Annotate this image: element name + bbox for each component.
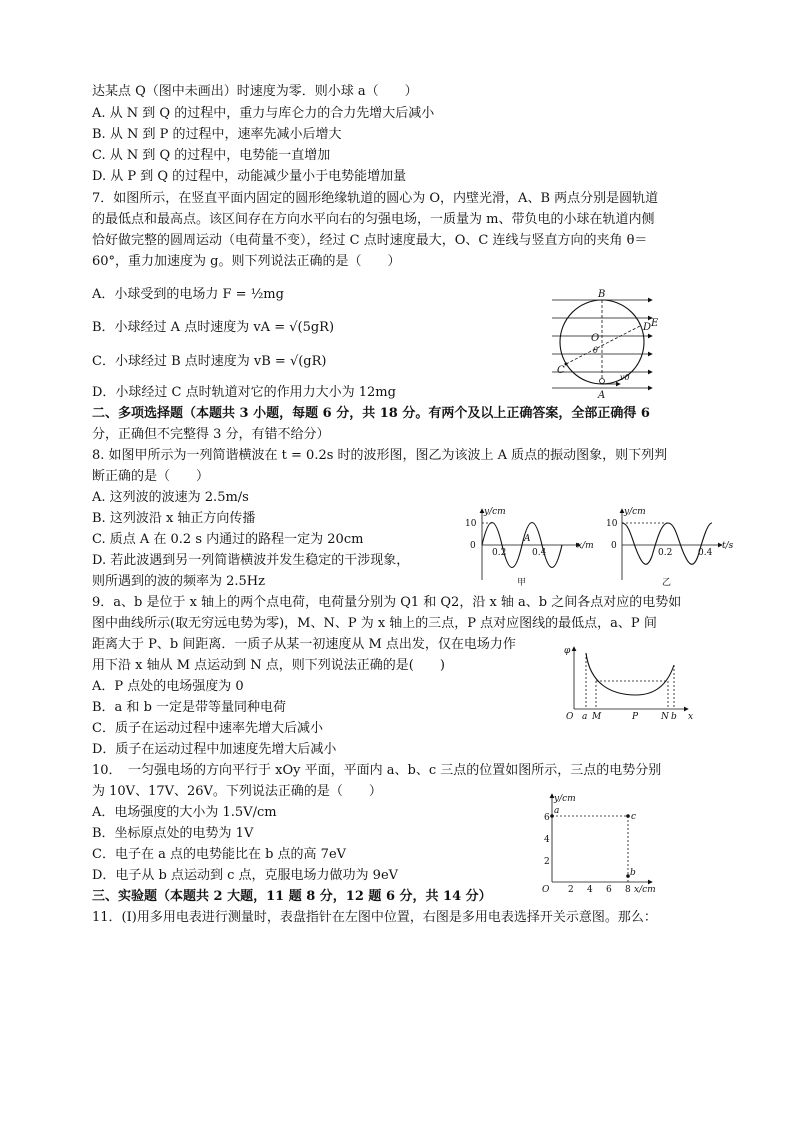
y-label: y/cm (484, 507, 506, 517)
label-p: P (632, 712, 639, 722)
text-line: 断正确的是（ ） (92, 469, 210, 484)
text-line: C．电子在 a 点的电势能比在 b 点的高 7eV (92, 847, 347, 862)
caption-jia: 甲 (517, 578, 527, 587)
zero-label: 0 (611, 541, 617, 551)
text-line: 恰好做完整的圆周运动（电荷量不变），经过 C 点时速度最大，O、C 连线与竖直方向的夹角 θ＝ (92, 233, 648, 248)
text-line: B. 这列波沿 x 轴正方向传播 (92, 511, 256, 526)
label-a: a (554, 806, 560, 816)
text-line: A. 从 N 到 Q 的过程中，重力与库仑力的合力先增大后减小 (92, 106, 435, 121)
text-line: 达某点 Q（图中未画出）时速度为零．则小球 a（ ） (92, 84, 418, 99)
text-line: C．小球经过 B 点时速度为 vB = √(gR) (92, 354, 327, 369)
figure-circular-track (548, 288, 660, 400)
tick-label: 0.2 (658, 548, 673, 558)
text-line: 图中曲线所示(取无穷远电势为零)，M、N、P 为 x 轴上的三点，P 点对应图线的最低点，a、P 间 (92, 616, 657, 631)
text-line: C. 从 N 到 Q 的过程中，电势能一直增加 (92, 148, 331, 163)
ytick: 6 (544, 813, 550, 823)
text-line: D．电子从 b 点运动到 c 点，克服电场力做功为 9eV (92, 868, 399, 883)
amp-label: 10 (465, 519, 477, 529)
text-line: 10． 一匀强电场的方向平行于 xOy 平面，平面内 a、b、c 三点的位置如图所示，三点的电势分别 (92, 763, 662, 778)
text-line: D. 从 P 到 Q 的过程中，动能减少量小于电势能增加量 (92, 169, 407, 184)
amp-label: 10 (606, 519, 618, 529)
ytick: 2 (544, 857, 550, 867)
text-line: C．质子在运动过程中速率先增大后减小 (92, 721, 323, 736)
origin-label: O (566, 712, 574, 722)
x-label: x/m (577, 541, 594, 551)
label-n: N (661, 712, 669, 722)
origin-label: O (542, 885, 550, 895)
label-theta: θ (593, 346, 598, 355)
ytick: 4 (544, 835, 550, 845)
t-label: t/s (722, 541, 734, 551)
tick-label: 0.4 (532, 548, 547, 558)
label-d: D (643, 322, 652, 333)
text-line: 分，正确但不完整得 3 分，有错不给分） (92, 427, 330, 442)
y-label: y/cm (624, 507, 646, 517)
text-line: 的最低点和最高点。该区间存在方向水平向右的匀强电场，一质量为 m、带负电的小球在轨道内侧 (92, 212, 655, 227)
label-a: A (598, 390, 606, 400)
text-line: 11．(Ⅰ)用多用电表进行测量时，表盘指针在左图中位置，右图是多用电表选择开关示意图。那么： (92, 910, 657, 925)
label-m: M (592, 712, 602, 722)
x-label: x/cm (634, 885, 656, 895)
text-line: 用下沿 x 轴从 M 点运动到 N 点，则下列说法正确的是( ) (92, 658, 445, 673)
text-line: D．质子在运动过程中加速度先增大后减小 (92, 742, 337, 757)
zero-label: 0 (470, 541, 476, 551)
text-line: 则所遇到的波的频率为 2.5Hz (92, 574, 265, 589)
point-a-label: A (524, 534, 531, 544)
label-b: b (630, 868, 636, 878)
xtick: 4 (587, 885, 593, 895)
text-line: 60°，重力加速度为 g。则下列说法正确的是（ ） (92, 254, 401, 269)
phi-label: φ (564, 646, 571, 656)
text-line: B．a 和 b 一定是带等量同种电荷 (92, 700, 287, 715)
text-line: B．小球经过 A 点时速度为 vA = √(5gR) (92, 320, 335, 335)
vibration-curve (622, 523, 712, 564)
text-line: 9．a、b 是位于 x 轴上的两个点电荷，电荷量分别为 Q1 和 Q2，沿 x 轴 a、b 之间各点对应的电势如 (92, 595, 682, 610)
xtick: 8 (625, 885, 631, 895)
figure-wave-jia (462, 505, 597, 587)
label-e: E (651, 318, 659, 329)
oc-line (566, 326, 640, 364)
text-line: 7．如图所示，在竖直平面内固定的圆形绝缘轨道的圆心为 O，内壁光滑，A、B 两点分别是圆轨道 (92, 191, 659, 206)
text-line: A．P 点处的电场强度为 0 (92, 679, 244, 694)
y-label: y/cm (554, 794, 576, 804)
point-c (626, 814, 630, 818)
text-line: D．小球经过 C 点时轨道对它的作用力大小为 12mg (92, 385, 396, 400)
label-v0: v0 (620, 373, 630, 382)
text-line: A．电场强度的大小为 1.5V/cm (92, 805, 277, 820)
ball (600, 379, 605, 384)
tick-label: 0.4 (698, 548, 713, 558)
text-line: B．坐标原点处的电势为 1V (92, 826, 254, 841)
text-line: 二、多项选择题（本题共 3 小题，每题 6 分，共 18 分。有两个及以上正确答案，全部正确得 6 (92, 406, 650, 421)
figure-vibration-yi (606, 505, 736, 587)
figure-potential-curve (560, 643, 700, 723)
text-line: C. 质点 A 在 0.2 s 内通过的路程一定为 20cm (92, 532, 364, 547)
point-c (565, 363, 568, 366)
caption-yi: 乙 (662, 578, 672, 587)
label-b: b (671, 712, 677, 722)
label-o: O (591, 333, 600, 344)
figure-xoy-points (530, 790, 670, 895)
text-line: A．小球受到的电场力 F = ½mg (92, 287, 284, 302)
x-label: x (688, 712, 694, 722)
potential-curve (586, 653, 674, 695)
text-line: D. 若此波遇到另一列简谐横波并发生稳定的干涉现象， (92, 553, 410, 568)
label-c: c (631, 812, 637, 822)
label-c: C (557, 365, 565, 376)
xtick: 2 (568, 885, 574, 895)
text-line: A. 这列波的波速为 2.5m/s (92, 490, 249, 505)
text-line: 三、实验题（本题共 2 大题，11 题 8 分，12 题 6 分，共 14 分） (92, 889, 492, 904)
text-line: 距离大于 P、b 间距离．一质子从某一初速度从 M 点出发，仅在电场力作 (92, 637, 516, 652)
label-b: B (598, 289, 606, 300)
text-line: 8. 如图甲所示为一列简谐横波在 t = 0.2s 时的波形图，图乙为该波上 A 质点的振动图象，则下列判 (92, 448, 668, 463)
tick-label: 0.2 (492, 548, 507, 558)
text-line: B. 从 N 到 P 的过程中，速率先减小后增大 (92, 127, 342, 142)
label-a: a (582, 712, 588, 722)
xtick: 6 (606, 885, 612, 895)
text-line: 为 10V、17V、26V。下列说法正确的是（ ） (92, 784, 382, 799)
